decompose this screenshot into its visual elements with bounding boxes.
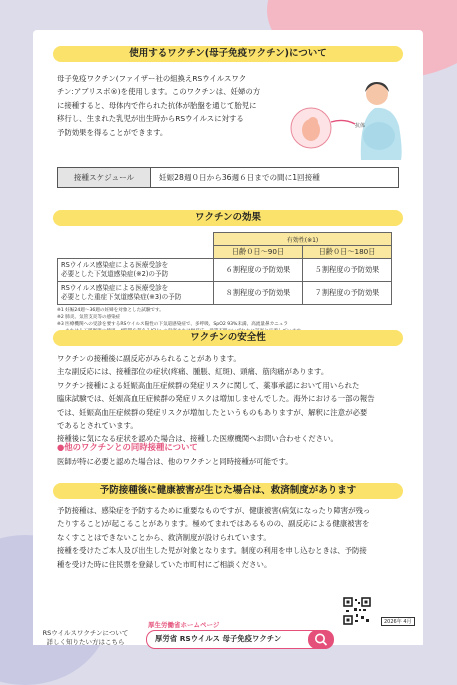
section3-line: では、妊娠高血圧症候群の発症リスクが増加したというものもありますが、解釈に注意が必要 bbox=[57, 407, 368, 417]
efficacy-table bbox=[57, 232, 392, 305]
section1-line: 移行し、生まれた乳児が出生時からRSウイルスに対する bbox=[57, 114, 244, 124]
issue-date: 2026年 4月 bbox=[381, 617, 415, 626]
table-empty-cell bbox=[58, 233, 214, 246]
section3-line: 接種後に気になる症状を認めた場合は、接種した医療機関へお問い合わせください。 bbox=[57, 434, 338, 444]
column-header-180days: 日齢０日〜180日 bbox=[303, 246, 392, 259]
simultaneous-vaccination-text bbox=[57, 455, 293, 468]
search-button[interactable] bbox=[308, 630, 334, 649]
section1-line: 予防効果を得ることができます。 bbox=[57, 127, 168, 137]
table-row bbox=[58, 282, 392, 305]
more-info-line: 詳しく知りたい方はこちら bbox=[46, 638, 125, 646]
document-page bbox=[33, 30, 423, 645]
section3-body bbox=[57, 352, 375, 446]
section3-line: ワクチンの接種後に副反応がみられることがあります。 bbox=[57, 354, 241, 363]
pregnant-woman-illustration bbox=[289, 70, 407, 160]
efficacy-value: ６割程度の予防効果 bbox=[214, 259, 303, 282]
row-label-line: RSウイルス感染症による医療受診を bbox=[61, 260, 169, 269]
antibody-label: 抗体 bbox=[355, 123, 366, 129]
mhlw-homepage-label: 厚生労働省ホームページ bbox=[148, 621, 220, 629]
section1-body bbox=[57, 72, 260, 139]
row-label bbox=[58, 259, 214, 282]
simultaneous-vaccination-subheading: ●他のワクチンとの同時接種について bbox=[57, 442, 198, 452]
section3-heading: ワクチンの安全性 bbox=[53, 330, 403, 346]
row-label-line: 必要とした重症下気道感染症(※3)の予防 bbox=[61, 293, 182, 301]
efficacy-value: ８割程度の予防効果 bbox=[214, 282, 303, 305]
row-label bbox=[58, 282, 214, 305]
more-info-line: RSウイルスワクチンについて bbox=[42, 629, 129, 637]
table-empty-cell bbox=[58, 246, 214, 259]
search-text: 厚労省 RSウイルス 母子免疫ワクチン bbox=[155, 634, 282, 643]
section1-line: チン:アブリスボ®)を使用します。このワクチンは、妊婦の方 bbox=[57, 87, 261, 97]
section1-heading: 使用するワクチン(母子免疫ワクチン)について bbox=[53, 46, 403, 62]
section2-heading: ワクチンの効果 bbox=[53, 210, 403, 226]
vaccination-schedule-box bbox=[57, 167, 399, 188]
row-label-line: RSウイルス感染症による医療受診を bbox=[61, 283, 169, 292]
table-row bbox=[58, 259, 392, 282]
search-icon bbox=[308, 630, 334, 649]
section4-line: なくすことはできないことから、救済制度が設けられています。 bbox=[57, 532, 271, 542]
efficacy-value: ５割程度の予防効果 bbox=[303, 259, 392, 282]
section4-body bbox=[57, 504, 370, 571]
footer bbox=[33, 605, 423, 645]
section1-line: 母子免疫ワクチン(ファイザー社の組換えRSウイルスワク bbox=[57, 74, 247, 83]
footnote: ※1 妊娠24週〜36週の妊婦を対象とした試験です。 bbox=[57, 308, 164, 313]
more-info-text bbox=[33, 629, 138, 647]
section3-line: 臨床試験では、妊娠高血圧症候群の発症リスクは増加しませんでした。海外における一部の報告 bbox=[57, 394, 375, 404]
section3-sub-line: 医師が特に必要と認めた場合は、他のワクチンと同時接種が可能です。 bbox=[57, 457, 293, 466]
section4-line: 予防接種は、感染症を予防するために重要なものですが、健康被害(病気になったり障害が残っ bbox=[57, 506, 371, 515]
footnote: ※3 医療機関への受診を要するRSウイルス陽性の下気道感染症で、多呼吸、SpO2 93%未満、高流量鼻カニュラ bbox=[57, 322, 288, 327]
column-header-90days: 日齢０日〜90日 bbox=[214, 246, 303, 259]
efficacy-group-header: 有効性(※1) bbox=[214, 233, 392, 246]
section3-line: ワクチン接種による妊娠高血圧症候群の発症リスクに関して、薬事承認において用いられた bbox=[57, 380, 360, 390]
footnote: ※2 肺炎、気管支炎等の感染症 bbox=[57, 315, 121, 320]
section4-line: 接種を受けたご本人及び出生した児が対象となります。制度の利用を申し込むときは、予防接 bbox=[57, 546, 367, 556]
section4-line: たりすること)が起こることがあります。極めてまれではあるものの、副反応による健康被害を bbox=[57, 519, 370, 529]
search-bar[interactable] bbox=[146, 630, 333, 649]
row-label-line: 必要とした下気道感染症(※2)の予防 bbox=[61, 270, 169, 278]
efficacy-value: ７割程度の予防効果 bbox=[303, 282, 392, 305]
section4-heading: 予防接種後に健康被害が生じた場合は、救済制度があります bbox=[53, 483, 403, 499]
schedule-label: 接種スケジュール bbox=[58, 168, 151, 187]
section3-line: 主な副反応には、接種部位の症状(疼痛、腫脹、紅斑)、頭痛、筋肉痛があります。 bbox=[57, 367, 329, 377]
qr-code[interactable] bbox=[343, 597, 371, 625]
section3-line: であるとされています。 bbox=[57, 421, 138, 431]
section1-line: に接種すると、母体内で作られた抗体が胎盤を通じて胎児に bbox=[57, 100, 257, 110]
schedule-value: 妊娠28週０日から36週６日までの間に1回接種 bbox=[159, 173, 320, 182]
section4-line: 種を受けた時に住民票を登録していた市町村にご相談ください。 bbox=[57, 559, 272, 569]
